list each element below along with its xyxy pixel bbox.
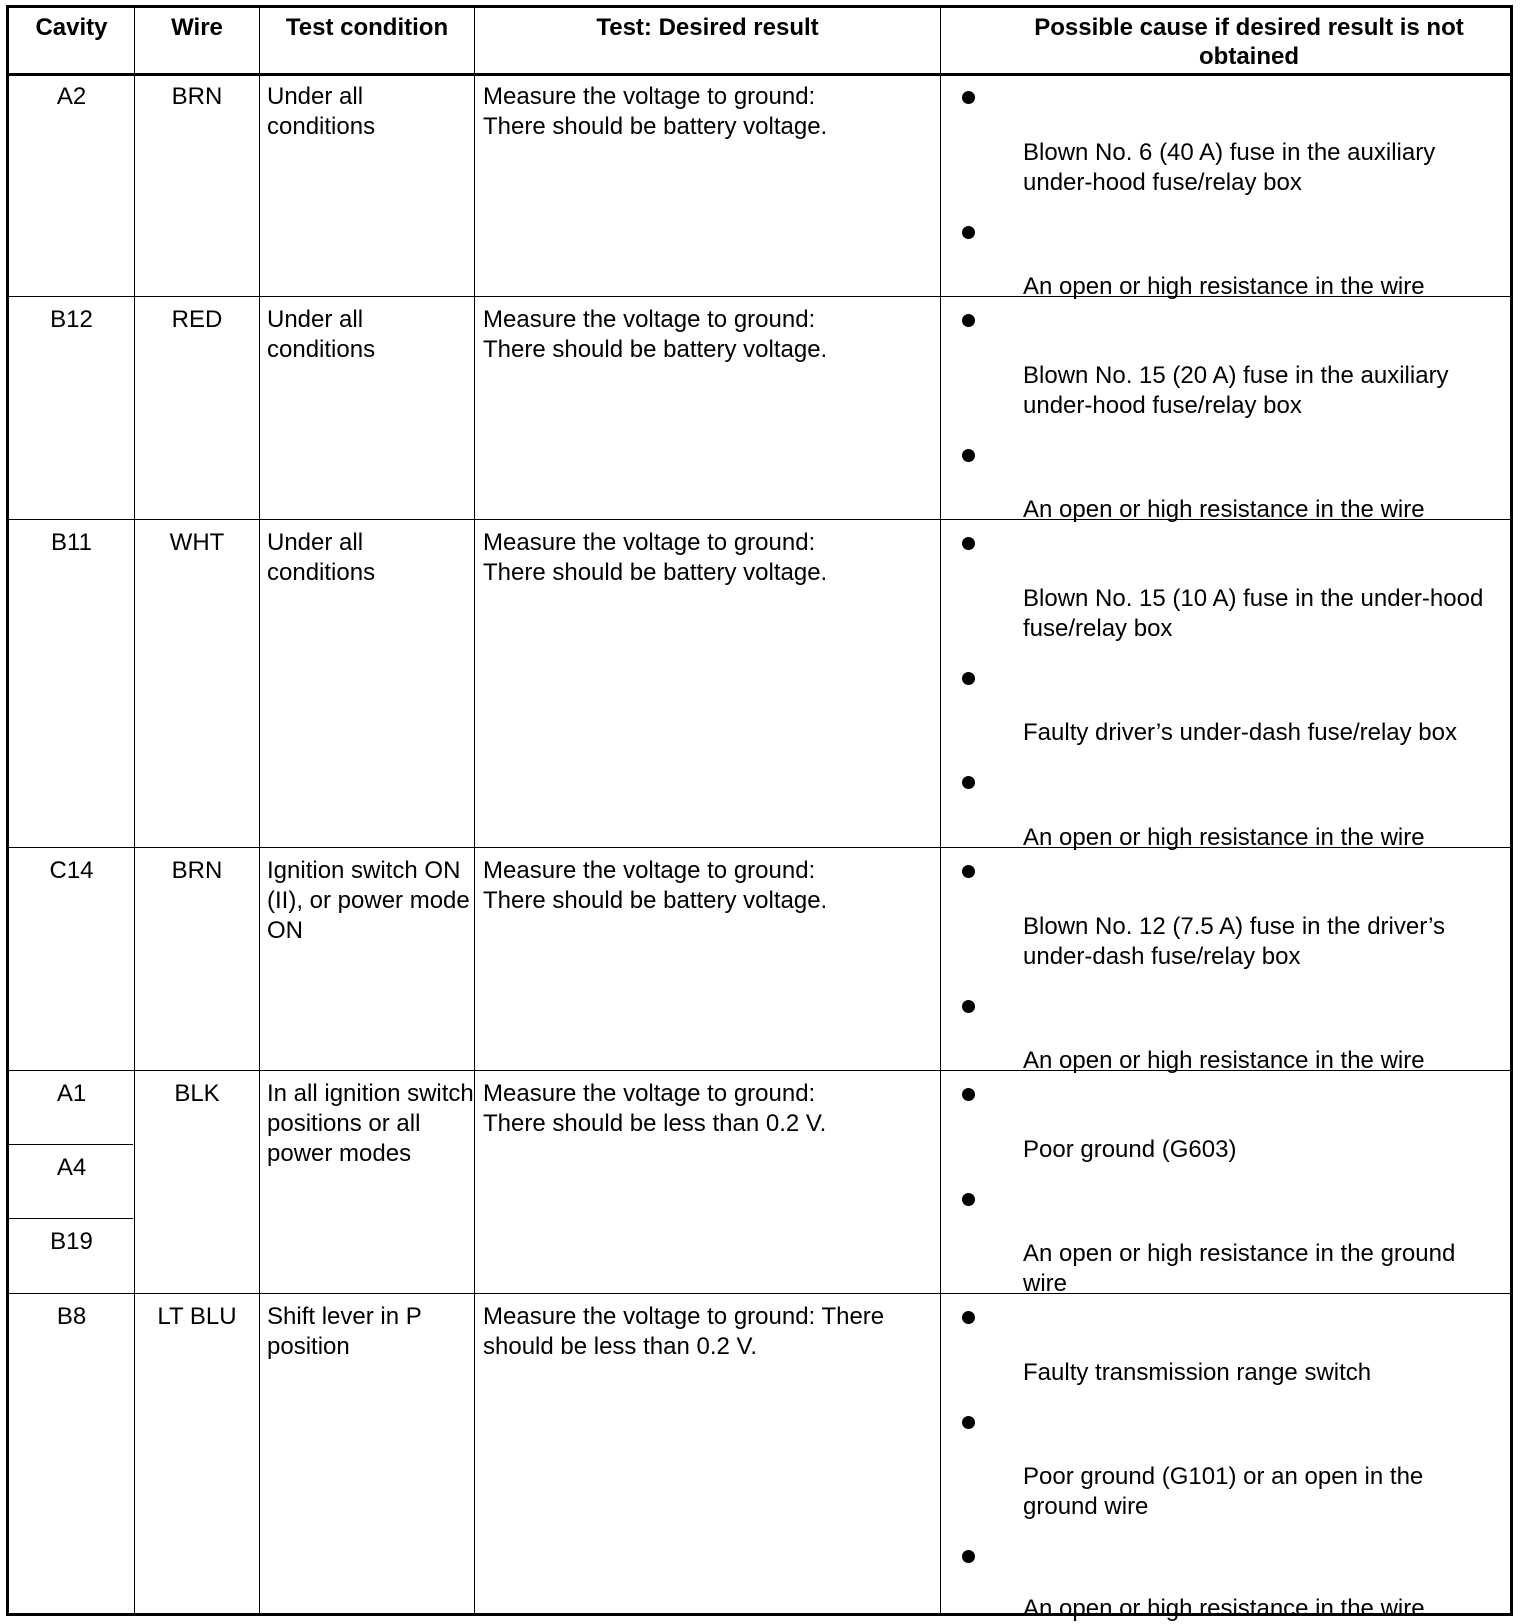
bullet-icon	[962, 1416, 975, 1429]
diagnostic-table	[6, 5, 1513, 1622]
cause-line: Blown No. 12 (7.5 A) fuse in the driver’s	[1023, 913, 1445, 940]
cause-line: under-hood fuse/relay box	[1023, 169, 1302, 196]
bullet-icon	[962, 776, 975, 789]
bullet-icon	[962, 226, 975, 239]
wire-cell: LT BLU	[157, 1303, 237, 1330]
condition-line: conditions	[267, 336, 376, 363]
cause-line: An open or high resistance in the wire	[1023, 1047, 1425, 1074]
condition-line: power modes	[267, 1140, 412, 1167]
cause-line: An open or high resistance in the wire	[1023, 824, 1425, 851]
cavity-cell: A2	[56, 83, 87, 110]
cause-line: ground wire	[1023, 1493, 1149, 1520]
cause-line: Faulty transmission range switch	[1023, 1359, 1372, 1386]
cause-line: Blown No. 15 (10 A) fuse in the under-hood	[1023, 585, 1484, 612]
cavity-cell: C14	[49, 857, 94, 884]
result-line: Measure the voltage to ground:	[483, 1080, 816, 1107]
cause-line: wire	[1023, 1270, 1068, 1297]
result-line: There should be battery voltage.	[483, 113, 828, 140]
cause-line: An open or high resistance in the wire	[1023, 496, 1425, 523]
cause-line: Poor ground (G101) or an open in the	[1023, 1463, 1424, 1490]
condition-line: (II), or power mode	[267, 887, 470, 914]
wire-cell: WHT	[169, 529, 225, 556]
cause-line: Blown No. 6 (40 A) fuse in the auxiliary	[1023, 139, 1436, 166]
result-line: Measure the voltage to ground:	[483, 529, 816, 556]
result-line: should be less than 0.2 V.	[483, 1333, 757, 1360]
result-line: Measure the voltage to ground: There	[483, 1303, 885, 1330]
cavity-cell: B12	[50, 306, 93, 333]
cavity-cell: B19	[50, 1228, 93, 1255]
header-test-condition: Test condition	[285, 14, 449, 41]
header-possible-cause: Possible cause if desired result is not obtained	[1034, 14, 1464, 70]
bullet-icon	[962, 1000, 975, 1013]
column-divider	[940, 8, 941, 1613]
cavity-cell: A4	[56, 1154, 87, 1181]
cavity-cell: B8	[56, 1303, 87, 1330]
cavity-subdivider	[9, 1218, 133, 1219]
cause-line: under-hood fuse/relay box	[1023, 392, 1302, 419]
bullet-icon	[962, 1193, 975, 1206]
result-line: Measure the voltage to ground:	[483, 83, 816, 110]
header-divider	[9, 73, 1510, 76]
cause-line: An open or high resistance in the wire	[1023, 1595, 1425, 1622]
condition-line: Under all	[267, 83, 364, 110]
bullet-icon	[962, 314, 975, 327]
result-line: There should be battery voltage.	[483, 559, 828, 586]
result-line: Measure the voltage to ground:	[483, 857, 816, 884]
cavity-cell: A1	[56, 1080, 87, 1107]
cause-line: An open or high resistance in the ground	[1023, 1240, 1456, 1267]
cause-line: Blown No. 15 (20 A) fuse in the auxiliary	[1023, 362, 1449, 389]
header-cavity: Cavity	[35, 14, 108, 41]
bullet-icon	[962, 1550, 975, 1563]
cause-line: Poor ground (G603)	[1023, 1136, 1237, 1163]
row-divider	[9, 1293, 1510, 1294]
condition-line: conditions	[267, 559, 376, 586]
cavity-subdivider	[9, 1144, 133, 1145]
bullet-icon	[962, 672, 975, 685]
result-line: Measure the voltage to ground:	[483, 306, 816, 333]
column-divider	[259, 8, 260, 1613]
condition-line: Under all	[267, 306, 364, 333]
column-divider	[474, 8, 475, 1613]
cause-line: under-dash fuse/relay box	[1023, 943, 1301, 970]
bullet-icon	[962, 449, 975, 462]
header-desired-result: Test: Desired result	[596, 14, 819, 41]
bullet-icon	[962, 537, 975, 550]
bullet-icon	[962, 865, 975, 878]
wire-cell: BLK	[174, 1080, 220, 1107]
cause-line: An open or high resistance in the wire	[1023, 273, 1425, 300]
condition-line: Ignition switch ON	[267, 857, 461, 884]
bullet-icon	[962, 91, 975, 104]
result-line: There should be battery voltage.	[483, 887, 828, 914]
condition-line: In all ignition switch	[267, 1080, 474, 1107]
condition-line: Under all	[267, 529, 364, 556]
column-divider	[134, 8, 135, 1613]
wire-cell: BRN	[171, 83, 223, 110]
header-wire: Wire	[171, 14, 223, 41]
cause-line: fuse/relay box	[1023, 615, 1173, 642]
result-line: There should be battery voltage.	[483, 336, 828, 363]
bullet-icon	[962, 1088, 975, 1101]
bullet-icon	[962, 1311, 975, 1324]
condition-line: position	[267, 1333, 350, 1360]
result-line: There should be less than 0.2 V.	[483, 1110, 827, 1137]
cause-line: Faulty driver’s under-dash fuse/relay box	[1023, 719, 1457, 746]
condition-line: conditions	[267, 113, 376, 140]
wire-cell: RED	[171, 306, 223, 333]
cavity-cell: B11	[51, 529, 92, 556]
condition-line: positions or all	[267, 1110, 421, 1137]
condition-line: ON	[267, 917, 303, 944]
wire-cell: BRN	[171, 857, 223, 884]
condition-line: Shift lever in P	[267, 1303, 422, 1330]
